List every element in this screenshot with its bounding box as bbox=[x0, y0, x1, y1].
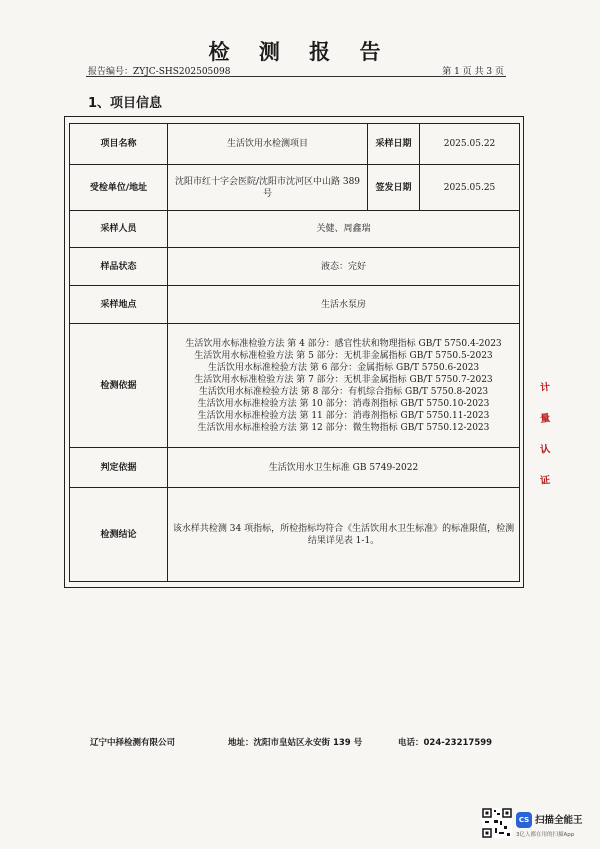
sampling-date-value: 2025.05.22 bbox=[420, 124, 520, 165]
stamp-glyph: 证 bbox=[539, 475, 551, 488]
camscanner-name: 扫描全能王 bbox=[535, 815, 583, 826]
table-row bbox=[70, 124, 520, 165]
project-name-value: 生活饮用水检测项目 bbox=[168, 124, 368, 165]
site-value: 生活水泵房 bbox=[168, 286, 520, 324]
project-name-label: 项目名称 bbox=[70, 124, 168, 165]
footer-company: 辽宁中择检测有限公司 bbox=[90, 738, 176, 748]
report-title: 检 测 报 告 bbox=[208, 40, 392, 64]
method-item: 生活饮用水标准检验方法 第 10 部分：消毒剂指标 GB/T 5750.10-2023 bbox=[197, 398, 490, 409]
table-row bbox=[70, 248, 520, 286]
sample-status-label: 样品状态 bbox=[70, 248, 168, 286]
site-label: 采样地点 bbox=[70, 286, 168, 324]
camscanner-tagline: 3亿人都在用的扫描App bbox=[516, 832, 575, 838]
client-value: 沈阳市红十字会医院/沈阳市沈河区中山路 389 号 bbox=[168, 165, 368, 211]
method-item: 生活饮用水标准检验方法 第 11 部分：消毒剂指标 GB/T 5750.11-2023 bbox=[197, 410, 490, 421]
issue-date-label: 签发日期 bbox=[368, 165, 420, 211]
report-number: 报告编号：ZYJC-SHS202505098 bbox=[88, 67, 231, 77]
client-label: 受检单位/地址 bbox=[70, 165, 168, 211]
conclusion-label: 检测结论 bbox=[70, 488, 168, 582]
method-item: 生活饮用水标准检验方法 第 6 部分：金属指标 GB/T 5750.6-2023 bbox=[207, 362, 480, 373]
table-row bbox=[70, 324, 520, 448]
judgement-value: 生活饮用水卫生标准 GB 5749-2022 bbox=[168, 448, 520, 488]
table-row bbox=[70, 211, 520, 248]
section-title: 1、项目信息 bbox=[88, 96, 163, 111]
methods-list bbox=[168, 324, 520, 448]
issue-date-value: 2025.05.25 bbox=[420, 165, 520, 211]
sampler-label: 采样人员 bbox=[70, 211, 168, 248]
method-item: 生活饮用水标准检验方法 第 8 部分：有机综合指标 GB/T 5750.8-2023 bbox=[198, 386, 489, 397]
table-row bbox=[70, 286, 520, 324]
sample-status-value: 液态：完好 bbox=[168, 248, 520, 286]
conclusion-value: 该水样共检测 34 项指标，所检指标均符合《生活饮用水卫生标准》的标准限值，检测结果详见表 1-1。 bbox=[168, 488, 520, 582]
qr-code-icon bbox=[482, 808, 512, 838]
table-row bbox=[70, 488, 520, 582]
basis-label: 检测依据 bbox=[70, 324, 168, 448]
sampler-value: 关健、周鑫瑞 bbox=[168, 211, 520, 248]
sampling-date-label: 采样日期 bbox=[368, 124, 420, 165]
header-divider bbox=[86, 76, 506, 77]
judgement-label: 判定依据 bbox=[70, 448, 168, 488]
stamp-glyph: 计 bbox=[539, 382, 551, 395]
footer-phone: 电话：024-23217599 bbox=[398, 738, 493, 748]
stamp-glyph: 量 bbox=[539, 413, 551, 426]
page-number: 第 1 页 共 3 页 bbox=[442, 67, 504, 77]
project-info-table bbox=[69, 123, 520, 582]
stamp-glyph: 认 bbox=[539, 444, 551, 457]
method-item: 生活饮用水标准检验方法 第 7 部分：无机非金属指标 GB/T 5750.7-2023 bbox=[194, 374, 493, 385]
table-row bbox=[70, 448, 520, 488]
method-item: 生活饮用水标准检验方法 第 5 部分：无机非金属指标 GB/T 5750.5-2023 bbox=[194, 350, 493, 361]
camscanner-logo-icon: CS bbox=[516, 812, 532, 828]
table-row bbox=[70, 165, 520, 211]
seam-stamp bbox=[540, 378, 560, 502]
footer-address: 地址：沈阳市皇姑区永安街 139 号 bbox=[228, 738, 363, 748]
method-item: 生活饮用水标准检验方法 第 4 部分：感官性状和物理指标 GB/T 5750.4-2023 bbox=[185, 338, 502, 349]
method-item: 生活饮用水标准检验方法 第 12 部分：微生物指标 GB/T 5750.12-2023 bbox=[197, 422, 490, 433]
